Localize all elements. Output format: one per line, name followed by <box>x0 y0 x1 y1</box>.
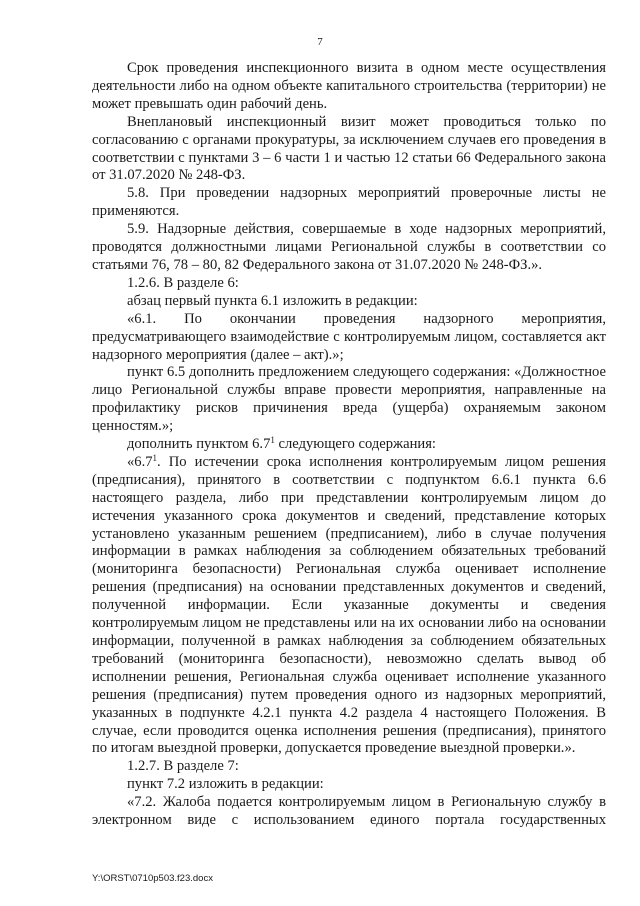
paragraph-6-1-intro: абзац первый пункта 6.1 изложить в редакции: <box>127 292 418 309</box>
text-segment: «6.7 <box>127 453 153 470</box>
superscript: 1 <box>270 435 275 446</box>
paragraph-unscheduled-visit: Внеплановый инспекционный визит может проводиться только по согласованию с органами прокуратуры, за исключением случаев его проведения в соответствии с пунктами 3 – 6 части 1 и частью 12 статьи 66 Федерального закона от 31.07.2020 № 248-ФЗ. <box>92 113 606 184</box>
paragraph-5-9: 5.9. Надзорные действия, совершаемые в ходе надзорных мероприятий, проводятся должностными лицами Региональной службы в соответствии со статьями 76, 78 – 80, 82 Федерального закона от 31.07.2020 № 248-ФЗ.». <box>92 221 606 273</box>
paragraph-6-7-1-intro <box>92 436 606 454</box>
paragraph-6-5: пункт 6.5 дополнить предложением следующего содержания: «Должностное лицо Региональной службы вправе провести мероприятия, направленные на профилактику рисков причинения вреда (ущерба) охраняемым законом ценностям.»; <box>92 364 606 435</box>
paragraph-5-8: 5.8. При проведении надзорных мероприятий проверочные листы не применяются. <box>92 185 606 220</box>
text-segment: следующего содержания: <box>274 436 436 453</box>
paragraph-1-2-6: 1.2.6. В разделе 6: <box>127 274 239 291</box>
superscript: 1 <box>152 452 158 463</box>
paragraph-7-2-intro: пункт 7.2 изложить в редакции: <box>127 776 324 793</box>
paragraph-1-2-7: 1.2.7. В разделе 7: <box>127 758 239 775</box>
file-path-footer: Y:\ORST\0710p503.f23.docx <box>92 873 213 884</box>
paragraph-7-2-text: «7.2. Жалоба подается контролируемым лицом в Региональную службу в электронном виде с использованием единого портала государственных <box>92 794 606 829</box>
paragraph-visit-duration: Срок проведения инспекционного визита в одном месте осуществления деятельности либо на одном объекте капитального строительства (территории) не может превышать один рабочий день. <box>92 60 606 112</box>
paragraph-6-7-1-text <box>92 454 606 758</box>
document-body <box>92 60 606 830</box>
text-segment: дополнить пунктом 6.7 <box>127 436 271 453</box>
text-segment: . По истечении срока исполнения контролируемым лицом решения (предписания), принятого в соответствии с подпунктом 6.6.1 пункта 6.6 настоящего раздела, либо при представлении контролируемым лицом до истечения указанного срока документов и сведений, представление которых установлено указанным решением (предписанием), либо в случае получения информации в рамках наблюдения за соблюдением обязательных требований (мониторинга безопасности) Региональная служба оценивает исполнение решения (предписания) на основании представленных документов и сведений, полученной информации. Если указанные документы и сведения контролируемым лицом не представлены или на их основании либо на основании информации, полученной в рамках наблюдения за соблюдением обязательных требований (мониторинга безопасности), невозможно сделать вывод об исполнении решения, Региональная служба оценивает исполнение указанного решения (предписания) путем проведения одного из надзорных мероприятий, указанных в подпункте 4.2.1 пункта 4.2 раздела 4 настоящего Положения. В случае, если проводится оценка исполнения решения (предписания), принятого по итогам выездной проверки, допускается проведение выездной проверки.». <box>92 453 606 757</box>
paragraph-6-1-text: «6.1. По окончании проведения надзорного мероприятия, предусматривающего взаимодействие с контролируемым лицом, составляется акт надзорного мероприятия (далее – акт).»; <box>92 310 606 363</box>
page-number: 7 <box>317 36 323 48</box>
